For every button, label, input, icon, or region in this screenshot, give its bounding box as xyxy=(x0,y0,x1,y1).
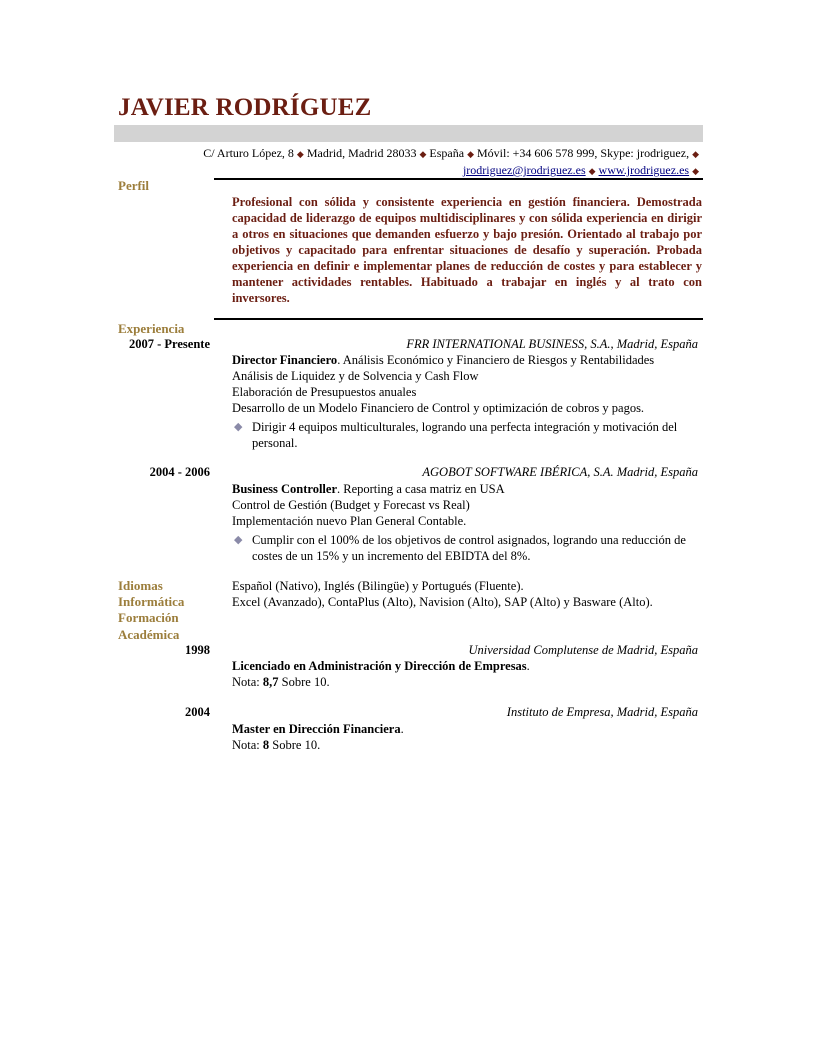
education-degree: Licenciado en Administración y Dirección de Empresas xyxy=(232,659,527,673)
education-degree: Master en Dirección Financiera xyxy=(232,722,401,736)
web-link[interactable]: www.jrodriguez.es xyxy=(598,163,690,177)
city: Madrid, Madrid 28033 xyxy=(306,146,417,160)
diamond-icon: ◆ xyxy=(419,149,427,159)
job-achievement xyxy=(232,419,702,451)
education-date: 2004 xyxy=(185,705,210,719)
job-achievement xyxy=(232,532,702,564)
job-line: Implementación nuevo Plan General Contable. xyxy=(232,514,467,528)
diamond-icon: ◆ xyxy=(467,149,474,159)
divider xyxy=(214,178,703,180)
section-label-perfil: Perfil xyxy=(118,178,150,193)
contact-line-2 xyxy=(463,162,702,179)
education-details: Licenciado en Administración y Dirección de Empresas. Nota: 8,7 Sobre 10. xyxy=(232,658,702,690)
diamond-icon: ◆ xyxy=(692,166,699,176)
job-role-rest: . Reporting a casa matriz en USA xyxy=(337,482,505,496)
diamond-icon: ◆ xyxy=(296,149,304,159)
job-line: Elaboración de Presupuestos anuales xyxy=(232,385,417,399)
section-label-formacion: Formación xyxy=(118,610,179,625)
job-details xyxy=(232,481,702,564)
country: España xyxy=(429,146,465,160)
education-details: Master en Dirección Financiera. Nota: 8 Sobre 10. xyxy=(232,721,702,753)
diamond-icon: ◆ xyxy=(588,166,596,176)
mobile-skype: Móvil: +34 606 578 999, Skype: jrodriguez, xyxy=(476,146,690,160)
education-nota: Nota: 8 Sobre 10. xyxy=(232,738,321,752)
job-company: FRR INTERNATIONAL BUSINESS, S.A., Madrid, España xyxy=(406,337,698,351)
section-label-idiomas: Idiomas xyxy=(118,578,163,593)
education-institution: Universidad Complutense de Madrid, España xyxy=(468,643,698,657)
diamond-icon: ◆ xyxy=(692,149,699,159)
job-date: 2007 - Presente xyxy=(129,337,210,351)
job-role: Business Controller xyxy=(232,482,337,496)
job-line: Desarrollo de un Modelo Financiero de Control y optimización de cobros y pagos. xyxy=(232,401,645,415)
job-achievement-text: Cumplir con el 100% de los objetivos de control asignados, logrando una reducción de costes de un 15% y un incremento del EBIDTA del 8%. xyxy=(252,533,686,563)
job-role-line xyxy=(232,481,702,497)
idiomas-text: Español (Nativo), Inglés (Bilingüe) y Portugués (Fluente). xyxy=(232,579,524,593)
divider xyxy=(214,318,703,320)
job-company: AGOBOT SOFTWARE IBÉRICA, S.A. Madrid, España xyxy=(422,465,698,479)
contact-line-1 xyxy=(203,145,702,162)
job-date: 2004 - 2006 xyxy=(149,465,210,479)
section-label-academica: Académica xyxy=(118,627,180,642)
job-role-rest: . Análisis Económico y Financiero de Riesgos y Rentabilidades xyxy=(337,353,655,367)
job-role: Director Financiero xyxy=(232,353,338,367)
education-institution: Instituto de Empresa, Madrid, España xyxy=(506,705,698,719)
job-line: Control de Gestión (Budget y Forecast vs Real) xyxy=(232,498,470,512)
education-date: 1998 xyxy=(185,643,210,657)
education-nota: Nota: 8,7 Sobre 10. xyxy=(232,675,330,689)
job-role-line xyxy=(232,352,702,368)
job-line: Análisis de Liquidez y de Solvencia y Cash Flow xyxy=(232,369,479,383)
perfil-text: Profesional con sólida y consistente experiencia en gestión financiera. Demostrada capacidad de liderazgo de equipos multidisciplinares y con sólida experiencia en dirigir a otros en situaciones que demanden esfuerzo y bajo presión. Orientado al trabajo por objetivos y capacitado para enfrentar situaciones de desafío y superación. Probada experiencia en definir e implementar planes de reducción de costes y para establecer y mantener actividades rentables. Habituado a trabajar en inglés y al trato con inversores. xyxy=(232,195,702,305)
bullet-diamond-icon: ◆ xyxy=(234,534,243,546)
informatica-text: Excel (Avanzado), ContaPlus (Alto), Navision (Alto), SAP (Alto) y Basware (Alto). xyxy=(232,595,653,609)
address: C/ Arturo López, 8 xyxy=(203,146,294,160)
email-link[interactable]: jrodriguez@jrodriguez.es xyxy=(462,163,586,177)
job-achievement-text: Dirigir 4 equipos multiculturales, logrando una perfecta integración y motivación del personal. xyxy=(252,420,678,450)
header-bar xyxy=(114,125,703,142)
job-details xyxy=(232,352,702,451)
section-label-informatica: Informática xyxy=(118,594,185,609)
section-label-experiencia: Experiencia xyxy=(118,321,185,336)
bullet-diamond-icon: ◆ xyxy=(234,421,243,433)
candidate-name: JAVIER RODRÍGUEZ xyxy=(118,94,372,121)
